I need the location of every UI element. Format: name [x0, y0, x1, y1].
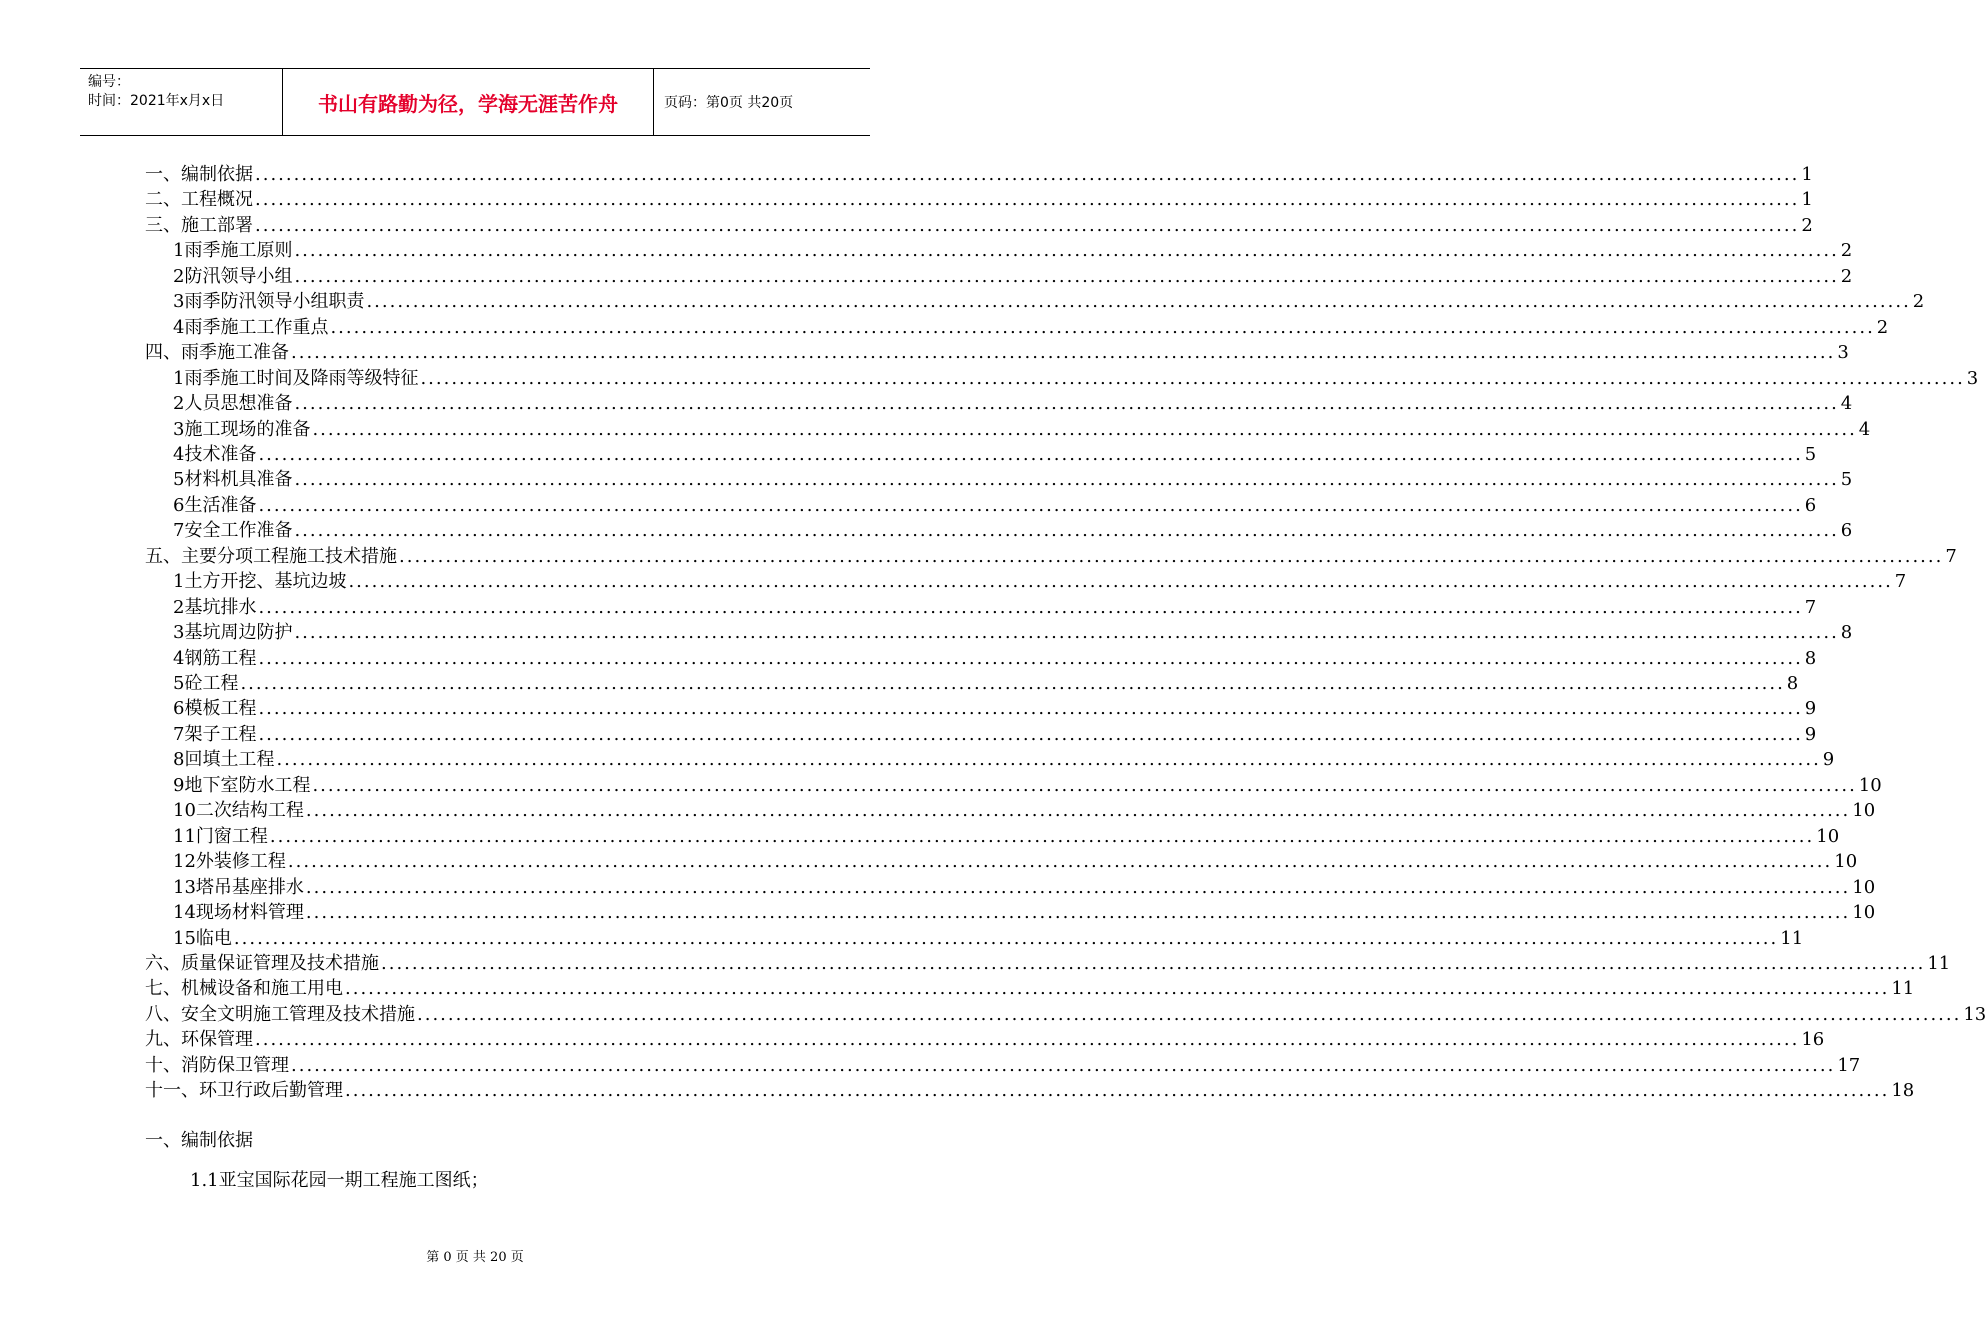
toc-entry-page: 9	[1804, 698, 1817, 720]
toc-entry-label: 10二次结构工程	[173, 800, 304, 822]
header-meta	[80, 69, 282, 135]
toc-entry-page: 6	[1804, 494, 1817, 516]
toc-entry-page: 4	[1840, 393, 1853, 415]
toc-entry-page: 10	[1816, 825, 1840, 847]
toc-entry-label: 2防汛领导小组	[173, 265, 293, 287]
toc-entry[interactable]	[145, 1000, 1986, 1025]
toc-entry[interactable]	[173, 593, 1817, 618]
toc-entry-label: 11门窗工程	[173, 825, 268, 847]
toc-entry[interactable]	[145, 185, 1813, 211]
toc-entry[interactable]	[145, 1051, 1861, 1076]
toc-entry-page: 2	[1912, 291, 1925, 313]
toc-entry-page: 4	[1858, 418, 1871, 440]
toc-leader-dots: ........................................................................................................................................................................................................	[366, 291, 1911, 313]
toc-leader-dots: ........................................................................................................................................................................................................	[294, 265, 1839, 287]
toc-entry[interactable]	[173, 644, 1817, 669]
toc-entry-label: 2基坑排水	[173, 596, 257, 618]
toc-leader-dots: ........................................................................................................................................................................................................	[305, 902, 1851, 924]
toc-entry-page: 1	[1801, 164, 1813, 185]
toc-entry-page: 9	[1822, 749, 1835, 771]
toc-entry-label: 十一、环卫行政后勤管理	[145, 1080, 343, 1102]
toc-entry-page: 16	[1801, 1029, 1825, 1051]
toc-entry[interactable]	[173, 415, 1871, 440]
toc-leader-dots: ........................................................................................................................................................................................................	[255, 164, 1800, 185]
toc-entry-label: 6模板工程	[173, 698, 257, 720]
toc-entry-page: 7	[1894, 571, 1907, 593]
toc-entry-label: 3雨季防汛领导小组职责	[173, 291, 365, 313]
toc-entry-page: 5	[1840, 469, 1853, 491]
toc-entry[interactable]	[173, 720, 1817, 745]
toc-entry[interactable]	[145, 949, 1951, 974]
toc-entry[interactable]	[173, 745, 1835, 771]
toc-entry-page: 2	[1801, 214, 1813, 236]
toc-entry-page: 11	[1891, 978, 1915, 1000]
toc-entry-label: 12外装修工程	[173, 851, 286, 873]
body-paragraph: 1.1亚宝国际花园一期工程施工图纸；	[190, 1170, 489, 1191]
toc-leader-dots: ........................................................................................................................................................................................................	[291, 342, 1836, 364]
toc-entry-page: 8	[1786, 673, 1799, 694]
toc-entry-label: 4技术准备	[173, 443, 257, 465]
toc-entry-label: 二、工程概况	[145, 189, 253, 211]
toc-entry-label: 7安全工作准备	[173, 520, 293, 542]
toc-entry-label: 八、安全文明施工管理及技术措施	[145, 1003, 415, 1025]
header-page-info: 页码：第0页 共20页	[664, 95, 794, 111]
toc-leader-dots: ........................................................................................................................................................................................................	[381, 952, 1926, 974]
toc-entry[interactable]	[145, 542, 1957, 567]
toc-entry[interactable]	[173, 898, 1876, 924]
toc-entry[interactable]	[173, 516, 1853, 542]
toc-leader-dots: ........................................................................................................................................................................................................	[294, 520, 1839, 542]
toc-leader-dots: ........................................................................................................................................................................................................	[255, 189, 1800, 211]
toc-entry[interactable]	[173, 364, 1979, 389]
toc-leader-dots: ........................................................................................................................................................................................................	[240, 673, 1785, 694]
toc-entry-page: 3	[1837, 342, 1849, 364]
toc-leader-dots: ........................................................................................................................................................................................................	[258, 443, 1803, 465]
toc-entry-page: 10	[1852, 902, 1876, 924]
toc-entry[interactable]	[173, 847, 1858, 873]
toc-entry[interactable]	[173, 694, 1817, 720]
toc-entry[interactable]	[173, 465, 1853, 491]
toc-leader-dots: ........................................................................................................................................................................................................	[291, 1054, 1836, 1076]
toc-leader-dots: ........................................................................................................................................................................................................	[348, 571, 1893, 593]
toc-entry-page: 17	[1837, 1054, 1861, 1076]
toc-leader-dots: ........................................................................................................................................................................................................	[255, 214, 1800, 236]
toc-entry-label: 6生活准备	[173, 494, 257, 516]
toc-entry[interactable]	[145, 160, 1813, 185]
toc-leader-dots: ........................................................................................................................................................................................................	[294, 622, 1839, 644]
toc-entry[interactable]	[173, 669, 1799, 694]
toc-entry[interactable]	[173, 287, 1925, 313]
toc-leader-dots: ........................................................................................................................................................................................................	[258, 647, 1803, 669]
toc-leader-dots: ........................................................................................................................................................................................................	[258, 494, 1803, 516]
toc-leader-dots: ........................................................................................................................................................................................................	[417, 1003, 1962, 1025]
toc-entry-page: 10	[1834, 851, 1858, 873]
toc-leader-dots: ........................................................................................................................................................................................................	[305, 876, 1851, 898]
toc-entry-page: 3	[1966, 367, 1979, 389]
toc-entry-page: 10	[1852, 876, 1876, 898]
toc-leader-dots: ........................................................................................................................................................................................................	[399, 545, 1944, 567]
toc-entry[interactable]	[145, 211, 1813, 236]
toc-leader-dots: ........................................................................................................................................................................................................	[345, 1080, 1890, 1102]
toc-entry[interactable]	[173, 440, 1817, 465]
toc-entry[interactable]	[173, 822, 1840, 847]
toc-entry-page: 7	[1804, 596, 1817, 618]
toc-entry-label: 14现场材料管理	[173, 902, 304, 924]
toc-entry-page: 2	[1876, 316, 1889, 338]
toc-entry-label: 5砼工程	[173, 673, 239, 694]
toc-entry[interactable]	[173, 618, 1853, 644]
toc-entry[interactable]	[173, 567, 1907, 593]
toc-entry-label: 2人员思想准备	[173, 393, 293, 415]
toc-leader-dots: ........................................................................................................................................................................................................	[276, 749, 1821, 771]
toc-entry-page: 8	[1804, 647, 1817, 669]
toc-entry-label: 4钢筋工程	[173, 647, 257, 669]
toc-entry-label: 一、编制依据	[145, 164, 253, 185]
toc-leader-dots: ........................................................................................................................................................................................................	[269, 825, 1815, 847]
document-date: 时间：2021年x月x日	[88, 93, 225, 109]
toc-entry[interactable]	[173, 313, 1889, 338]
toc-leader-dots: ........................................................................................................................................................................................................	[345, 978, 1890, 1000]
toc-entry-label: 五、主要分项工程施工技术措施	[145, 545, 397, 567]
toc-leader-dots: ........................................................................................................................................................................................................	[258, 723, 1803, 745]
toc-entry-page: 10	[1858, 774, 1882, 796]
toc-leader-dots: ........................................................................................................................................................................................................	[258, 596, 1803, 618]
toc-entry-label: 三、施工部署	[145, 214, 253, 236]
section-heading: 一、编制依据	[145, 1130, 253, 1151]
toc-entry-page: 9	[1804, 723, 1817, 745]
toc-entry[interactable]	[145, 974, 1915, 1000]
header-motto: 书山有路勤为径，学海无涯苦作舟	[282, 69, 654, 135]
toc-entry[interactable]	[173, 389, 1853, 415]
toc-leader-dots: ........................................................................................................................................................................................................	[312, 774, 1857, 796]
toc-leader-dots: ........................................................................................................................................................................................................	[312, 418, 1857, 440]
toc-entry-label: 5材料机具准备	[173, 469, 293, 491]
toc-entry-label: 1雨季施工时间及降雨等级特征	[173, 367, 419, 389]
toc-entry[interactable]	[145, 338, 1849, 364]
toc-entry-label: 7架子工程	[173, 723, 257, 745]
toc-leader-dots: ........................................................................................................................................................................................................	[258, 698, 1803, 720]
toc-leader-dots: ........................................................................................................................................................................................................	[287, 851, 1833, 873]
toc-leader-dots: ........................................................................................................................................................................................................	[233, 927, 1779, 949]
toc-entry-label: 4雨季施工工作重点	[173, 316, 329, 338]
toc-entry-label: 3施工现场的准备	[173, 418, 311, 440]
toc-entry-label: 十、消防保卫管理	[145, 1054, 289, 1076]
toc-entry[interactable]	[173, 924, 1804, 949]
toc-entry[interactable]	[173, 771, 1882, 796]
toc-entry-page: 6	[1840, 520, 1853, 542]
toc-entry-label: 3基坑周边防护	[173, 622, 293, 644]
toc-entry-page: 2	[1840, 265, 1853, 287]
toc-entry-page: 18	[1891, 1080, 1915, 1102]
toc-entry-label: 六、质量保证管理及技术措施	[145, 952, 379, 974]
toc-entry-label: 四、雨季施工准备	[145, 342, 289, 364]
toc-leader-dots: ........................................................................................................................................................................................................	[294, 393, 1839, 415]
page-footer: 第 0 页 共 20 页	[426, 1250, 524, 1265]
toc-entry-label: 8回填土工程	[173, 749, 275, 771]
toc-entry-page: 10	[1852, 800, 1876, 822]
toc-leader-dots: ........................................................................................................................................................................................................	[294, 240, 1839, 262]
toc-entry[interactable]	[173, 262, 1853, 287]
toc-leader-dots: ........................................................................................................................................................................................................	[305, 800, 1851, 822]
toc-entry-page: 8	[1840, 622, 1853, 644]
toc-entry[interactable]	[145, 1025, 1825, 1051]
toc-entry-page: 1	[1801, 189, 1813, 211]
toc-entry-page: 11	[1780, 927, 1804, 949]
page-header	[80, 68, 870, 136]
toc-entry-label: 1土方开挖、基坑边坡	[173, 571, 347, 593]
toc-leader-dots: ........................................................................................................................................................................................................	[294, 469, 1839, 491]
toc-entry-page: 13	[1963, 1003, 1986, 1025]
toc-entry-page: 11	[1927, 952, 1951, 974]
toc-entry-page: 5	[1804, 443, 1817, 465]
toc-entry[interactable]	[173, 491, 1817, 516]
toc-leader-dots: ........................................................................................................................................................................................................	[330, 316, 1875, 338]
document-number-label: 编号：	[88, 74, 130, 90]
toc-entry-label: 七、机械设备和施工用电	[145, 978, 343, 1000]
toc-entry-label: 9地下室防水工程	[173, 774, 311, 796]
toc-entry[interactable]	[145, 1076, 1915, 1102]
toc-leader-dots: ........................................................................................................................................................................................................	[420, 367, 1965, 389]
toc-entry[interactable]	[173, 873, 1876, 898]
toc-entry-page: 7	[1945, 545, 1957, 567]
toc-entry-label: 15临电	[173, 927, 232, 949]
toc-entry[interactable]	[173, 236, 1853, 262]
toc-entry-page: 2	[1840, 240, 1853, 262]
toc-leader-dots: ........................................................................................................................................................................................................	[255, 1029, 1800, 1051]
toc-entry-label: 九、环保管理	[145, 1029, 253, 1051]
toc-entry-label: 1雨季施工原则	[173, 240, 293, 262]
toc-entry-label: 13塔吊基座排水	[173, 876, 304, 898]
toc-entry[interactable]	[173, 796, 1876, 822]
